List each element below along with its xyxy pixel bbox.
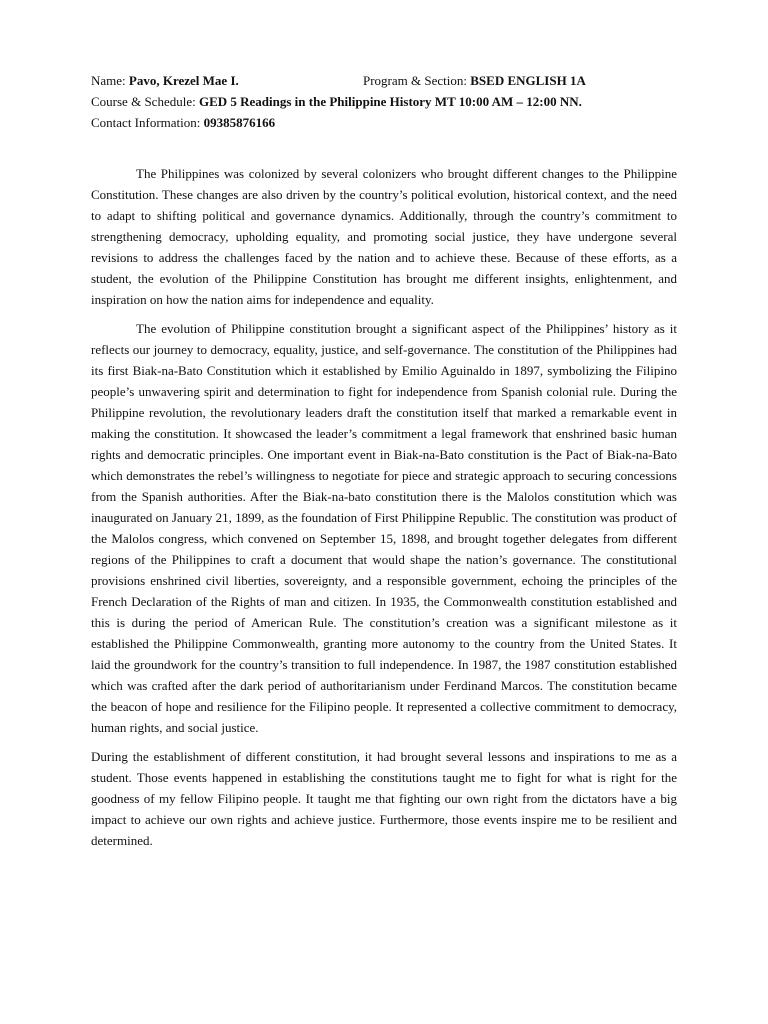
- essay-body: [91, 163, 677, 851]
- contact-value: 09385876166: [203, 115, 276, 130]
- course-line: [91, 91, 677, 112]
- program-value: BSED ENGLISH 1A: [470, 73, 586, 88]
- name-line: [91, 70, 677, 91]
- contact-label: Contact Information:: [91, 115, 201, 130]
- document-page: [91, 70, 677, 859]
- student-name: Pavo, Krezel Mae I.: [128, 73, 239, 88]
- paragraph-intro: The Philippines was colonized by several colonizers who brought different changes to the Philippine Constitution. These changes are also driven by the country’s political evolution, historical context, and the need to adapt to shifting political and governance dynamics. Additionally, through the country’s commitment to strengthening democracy, upholding equality, and promoting social justice, they have undergone several revisions to address the challenges faced by the nation and to achieve these. Because of these efforts, as a student, the evolution of the Philippine Constitution has brought me different insights, enlightenment, and inspiration on how the nation aims for independence and equality.: [91, 166, 677, 307]
- course-label: Course & Schedule:: [91, 94, 196, 109]
- course-value: GED 5 Readings in the Philippine History MT 10:00 AM – 12:00 NN.: [198, 94, 582, 109]
- paragraph-evolution: The evolution of Philippine constitution brought a significant aspect of the Philippines’ history as it reflects our journey to democracy, equality, justice, and self-governance. The constitution of the Philippines had its first Biak-na-Bato Constitution which it established by Emilio Aguinaldo in 1897, symbolizing the Filipino people’s unwavering spirit and determination to fight for independence from Spanish colonial rule. During the Philippine revolution, the revolutionary leaders draft the constitution itself that marked a remarkable event in making the constitution. It showcased the leader’s commitment a legal framework that enshrined basic human rights and democratic principles. One important event in Biak-na-Bato constitution is the Pact of Biak-na-Bato which demonstrates the rebel’s willingness to negotiate for piece and strategic approach to securing concessions from the Spanish authorities. After the Biak-na-bato constitution there is the Malolos constitution which was inaugurated on January 21, 1899, as the foundation of First Philippine Republic. The constitution was product of the Malolos congress, which convened on September 15, 1898, and brought together delegates from different regions of the Philippines to craft a document that would shape the nation’s governance. The constitutional provisions enshrined civil liberties, sovereignty, and a responsible government, echoing the principles of the French Declaration of the Rights of man and citizen. In 1935, the Commonwealth constitution established and this is during the period of American Rule. The constitution’s creation was a significant milestone as it established the Philippine Commonwealth, granting more autonomy to the country from the United States. It laid the groundwork for the country’s transition to full independence. In 1987, the 1987 constitution established which was crafted after the dark period of authoritarianism under Ferdinand Marcos. The constitution became the beacon of hope and resilience for the Filipino people. It represented a collective commitment to democracy, human rights, and social justice.: [91, 321, 677, 735]
- name-label: Name:: [91, 73, 126, 88]
- program-section: [363, 70, 586, 91]
- program-label: Program & Section:: [363, 73, 467, 88]
- contact-line: [91, 112, 677, 133]
- paragraph-lessons: During the establishment of different constitution, it had brought several lessons and inspirations to me as a student. Those events happened in establishing the constitutions taught me to fight for what is right for the goodness of my fellow Filipino people. It taught me that fighting our own right from the dictators have a big impact to achieve our own rights and achieve justice. Furthermore, those events inspire me to be resilient and determined.: [91, 749, 677, 848]
